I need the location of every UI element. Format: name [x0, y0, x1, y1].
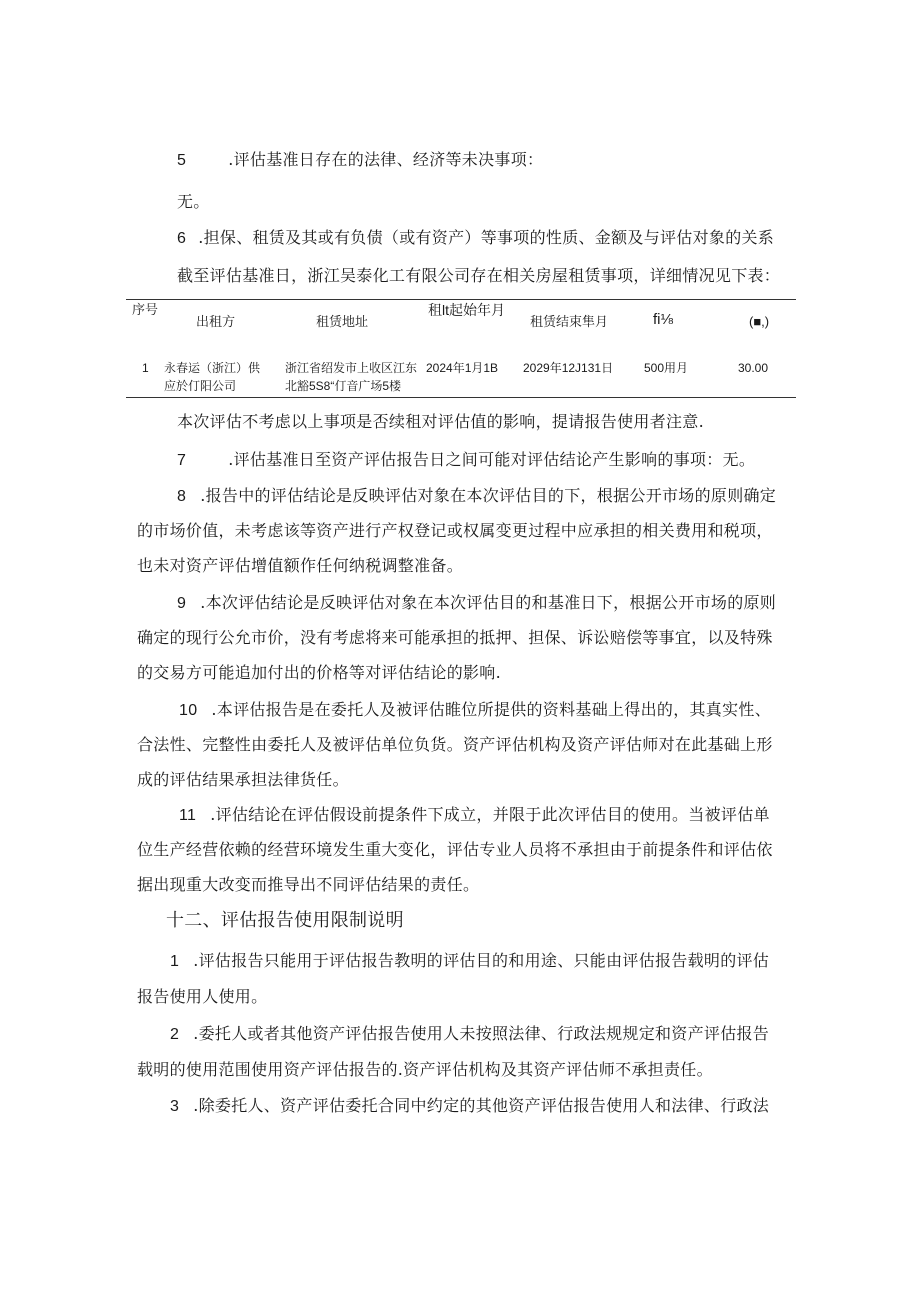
- item-number: 10: [179, 702, 198, 719]
- item-11-line3: 据出现重大改变而推导出不同评估结果的责任。: [137, 875, 480, 894]
- item-6: [177, 228, 774, 249]
- item-number: 9: [177, 595, 187, 612]
- item-10-line3: 成的评估结果承担法律货任。: [137, 770, 349, 789]
- item-9-line3: 的交易方可能追加付出的价格等对评估结论的影响.: [137, 663, 501, 682]
- row-start: 2024年1月1B: [426, 361, 499, 375]
- header-start: 租lt起始年月: [428, 302, 505, 318]
- item-number: 7: [177, 452, 187, 469]
- item-11-line2: 位生产经营依赖的经营环境发生重大变化，评估专业人员将不承担由于前提条件和评估依: [137, 840, 773, 859]
- item-9-line2: 确定的现行公允市价，没有考虑将来可能承担的抵押、担保、诉讼赔偿等事宜，以及特殊: [137, 628, 773, 647]
- item-8-line1: [177, 486, 776, 507]
- table-top-rule: [126, 299, 796, 300]
- row-lessor-line1: 永春运（浙江）供: [164, 361, 261, 375]
- item-text: .本次评估结论是反映评估对象在本次评估目的和基准日下，根据公开市场的原则: [200, 593, 777, 612]
- item-number: 3: [170, 1098, 180, 1115]
- item-7: [177, 450, 755, 471]
- row-address-line1: 浙江省绍发市上收区江东: [285, 361, 418, 375]
- item-8-line3: 也未对资产评估增值额作任何纳税调整准备。: [137, 556, 464, 575]
- row-address-line2: 北豁5S8“仃音广场5楼: [285, 379, 402, 393]
- row-area: 30.00: [738, 361, 769, 375]
- lease-table: [126, 299, 796, 399]
- after-table-note: 本次评估不考虑以上事项是否续租对评估值的影响，提请报告使用者注意.: [177, 412, 704, 431]
- row-index: 1: [142, 361, 149, 375]
- lease-intro: 截至评估基准日，浙江吴泰化工有限公司存在相关房屋租赁事项，详细情况见下表：: [177, 266, 781, 285]
- item-10-line1: [179, 700, 771, 721]
- item-number: 8: [177, 488, 187, 505]
- item-10-line2: 合法性、完整性由委托人及被评估单位负货。资产评估机构及资产评估师对在此基础上形: [137, 735, 773, 754]
- limit-item-1-line1: [170, 951, 769, 972]
- row-rent: 500用月: [644, 361, 689, 375]
- item-number: 2: [170, 1026, 180, 1043]
- row-lessor-line2: 应於仃阳公司: [164, 379, 237, 393]
- header-area: (■,): [749, 314, 770, 329]
- item-text: .担保、租赁及其或有负债（或有资产）等事项的性质、金额及与评估对象的关系: [198, 228, 775, 247]
- limit-item-3-line1: [170, 1096, 769, 1117]
- header-rent: fi⅛: [653, 311, 674, 328]
- item-text: .评估基准日存在的法律、经济等未决事项：: [228, 150, 544, 169]
- item-8-line2: 的市场价值，未考虑该等资产进行产权登记或权属变更过程中应承担的相关费用和税项，: [137, 521, 773, 540]
- limit-item-2-line1: [170, 1024, 769, 1045]
- item-number: 6: [177, 230, 187, 247]
- item-text: .除委托人、资产评估委托合同中约定的其他资产评估报告使用人和法律、行政法: [193, 1096, 770, 1115]
- limit-item-1-line2: 报告使用人使用。: [137, 987, 268, 1006]
- table-bottom-rule: [126, 397, 796, 398]
- item-text: .评估结论在评估假设前提条件下成立，并限于此次评估目的使用。当被评估单: [210, 805, 770, 824]
- item-9-line1: [177, 593, 776, 614]
- header-lessor: 出租方: [196, 314, 236, 329]
- limit-item-2-line2: 载明的使用范围使用资产评估报告的.资产评估机构及其资产评估师不承担责任。: [137, 1060, 713, 1079]
- header-address: 租赁地址: [316, 314, 369, 329]
- header-end: 租赁结束隼月: [530, 314, 609, 329]
- header-index: 序号: [132, 302, 159, 317]
- item-text: .委托人或者其他资产评估报告使用人未按照法律、行政法规规定和资产评估报告: [193, 1024, 770, 1043]
- item-text: .评估报告只能用于评估报告教明的评估目的和用途、只能由评估报告载明的评估: [193, 951, 770, 970]
- item-number: 1: [170, 953, 180, 970]
- item-5: [177, 150, 543, 171]
- item-number: 5: [177, 152, 187, 169]
- item-number: 11: [179, 807, 197, 824]
- item-text: .报告中的评估结论是反映评估对象在本次评估目的下，根据公开市场的原则确定: [200, 486, 777, 505]
- row-end: 2029年12J131日: [523, 361, 614, 375]
- paragraph-none: 无。: [177, 192, 210, 211]
- section-heading: 十二、评估报告使用限制说明: [166, 910, 404, 931]
- item-text: .评估基准日至资产评估报告日之间可能对评估结论产生影响的事项：无。: [228, 450, 756, 469]
- item-text: .本评估报告是在委托人及被评估睢位所提供的资料基础上得出的，其真实性、: [211, 700, 771, 719]
- item-11-line1: [179, 805, 770, 826]
